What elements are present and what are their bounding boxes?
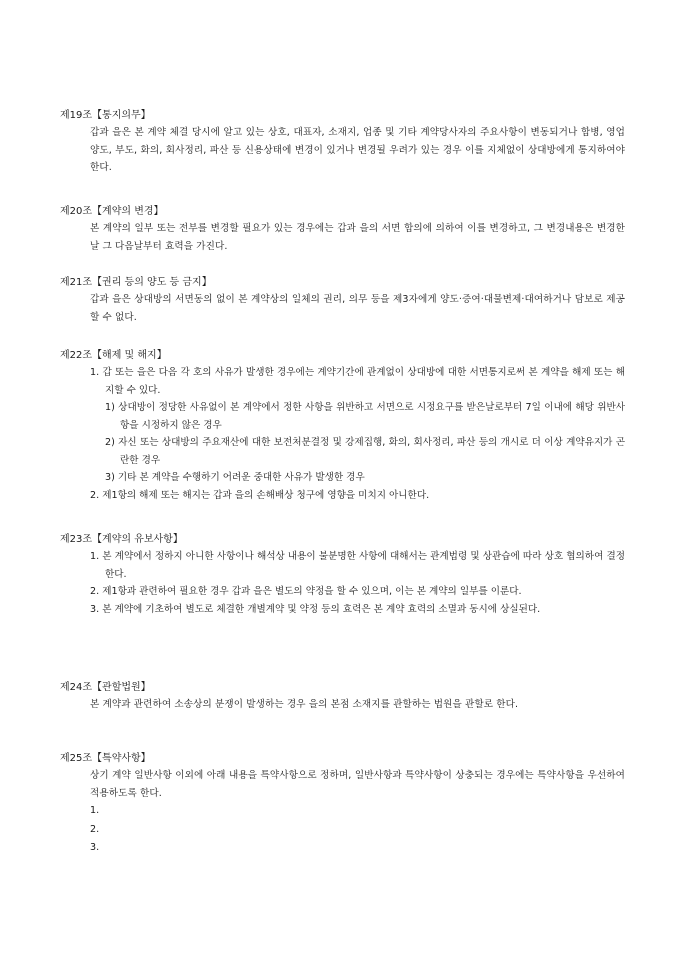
article-24: [60, 680, 625, 714]
special-clause-1: 1.: [90, 805, 100, 816]
article-21-body: 갑과 을은 상대방의 서면동의 없이 본 계약상의 일체의 권리, 의무 등을 제3자에게 양도·증여·대물변제·대여하거나 담보로 제공할 수 없다.: [90, 294, 625, 323]
article-23-item-1: 1. 본 계약에서 정하지 아니한 사항이나 해석상 내용이 불분명한 사항에 대해서는 관계법령 및 상관습에 따라 상호 협의하여 결정한다.: [90, 551, 625, 580]
article-25: [60, 751, 625, 858]
article-22-heading: 제22조【해제 및 해지】: [60, 350, 167, 361]
article-24-heading: 제24조【관할법원】: [60, 682, 151, 693]
article-19-heading: 제19조【통지의무】: [60, 110, 151, 121]
article-23-item-2: 2. 제1항과 관련하여 필요한 경우 갑과 을은 별도의 약정을 할 수 있으며, 이는 본 계약의 일부를 이룬다.: [90, 586, 522, 597]
article-20-heading: 제20조【계약의 변경】: [60, 206, 164, 217]
article-22-sub-3: 3) 기타 본 계약을 수행하기 어려운 중대한 사유가 발생한 경우: [105, 472, 365, 483]
article-22-sub-2: 2) 자신 또는 상대방의 주요재산에 대한 보전처분결정 및 강제집행, 화의, 회사정리, 파산 등의 개시로 더 이상 계약유지가 곤란한 경우: [105, 437, 625, 466]
special-clause-3: 3.: [90, 842, 100, 853]
article-22: [60, 348, 625, 504]
article-20: [60, 204, 625, 255]
article-23-item-3: 3. 본 계약에 기초하여 별도로 체결한 개별계약 및 약정 등의 효력은 본 계약 효력의 소멸과 동시에 상실된다.: [90, 603, 541, 615]
article-23-heading: 제23조【계약의 유보사항】: [60, 534, 183, 545]
article-22-item-1: 1. 갑 또는 을은 다음 각 호의 사유가 발생한 경우에는 계약기간에 관계없이 상대방에 대한 서면통지로써 본 계약을 해제 또는 해지할 수 있다.: [90, 367, 625, 396]
article-21-heading: 제21조【권리 등의 양도 등 금지】: [60, 277, 212, 288]
article-25-heading: 제25조【특약사항】: [60, 753, 151, 764]
special-clause-2: 2.: [90, 823, 100, 835]
article-20-body: 본 계약의 일부 또는 전부를 변경할 필요가 있는 경우에는 갑과 을의 서면 합의에 의하여 이를 변경하고, 그 변경내용은 변경한 날 그 다음날부터 효력을 가진다.: [90, 223, 625, 252]
article-22-item-2: 2. 제1항의 해제 또는 해지는 갑과 을의 손해배상 청구에 영향을 미치지 아니한다.: [90, 489, 430, 501]
article-23: [60, 532, 625, 618]
article-22-sub-1: 1) 상대방이 정당한 사유없이 본 계약에서 정한 사항을 위반하고 서면으로 시정요구를 받은날로부터 7일 이내에 해당 위반사항을 시정하지 않은 경우: [105, 402, 625, 431]
article-19: [60, 108, 625, 177]
article-25-body: 상기 계약 일반사항 이외에 아래 내용을 특약사항으로 정하며, 일반사항과 특약사항이 상충되는 경우에는 특약사항을 우선하여 적용하도록 한다.: [90, 770, 625, 799]
article-21: [60, 275, 625, 326]
article-19-body: 갑과 을은 본 계약 체결 당시에 알고 있는 상호, 대표자, 소재지, 업종 및 기타 계약당사자의 주요사항이 변동되거나 합병, 영업양도, 부도, 화의, 회사정리, 파산 등 신용상태에 변경이 있거나 변경될 우려가 있는 경우 이를 지체없이 상대방에게 통지하여야 한다.: [90, 127, 625, 173]
article-24-body: 본 계약과 관련하여 소송상의 분쟁이 발생하는 경우 을의 본점 소재지를 관할하는 법원을 관할로 한다.: [90, 699, 519, 710]
